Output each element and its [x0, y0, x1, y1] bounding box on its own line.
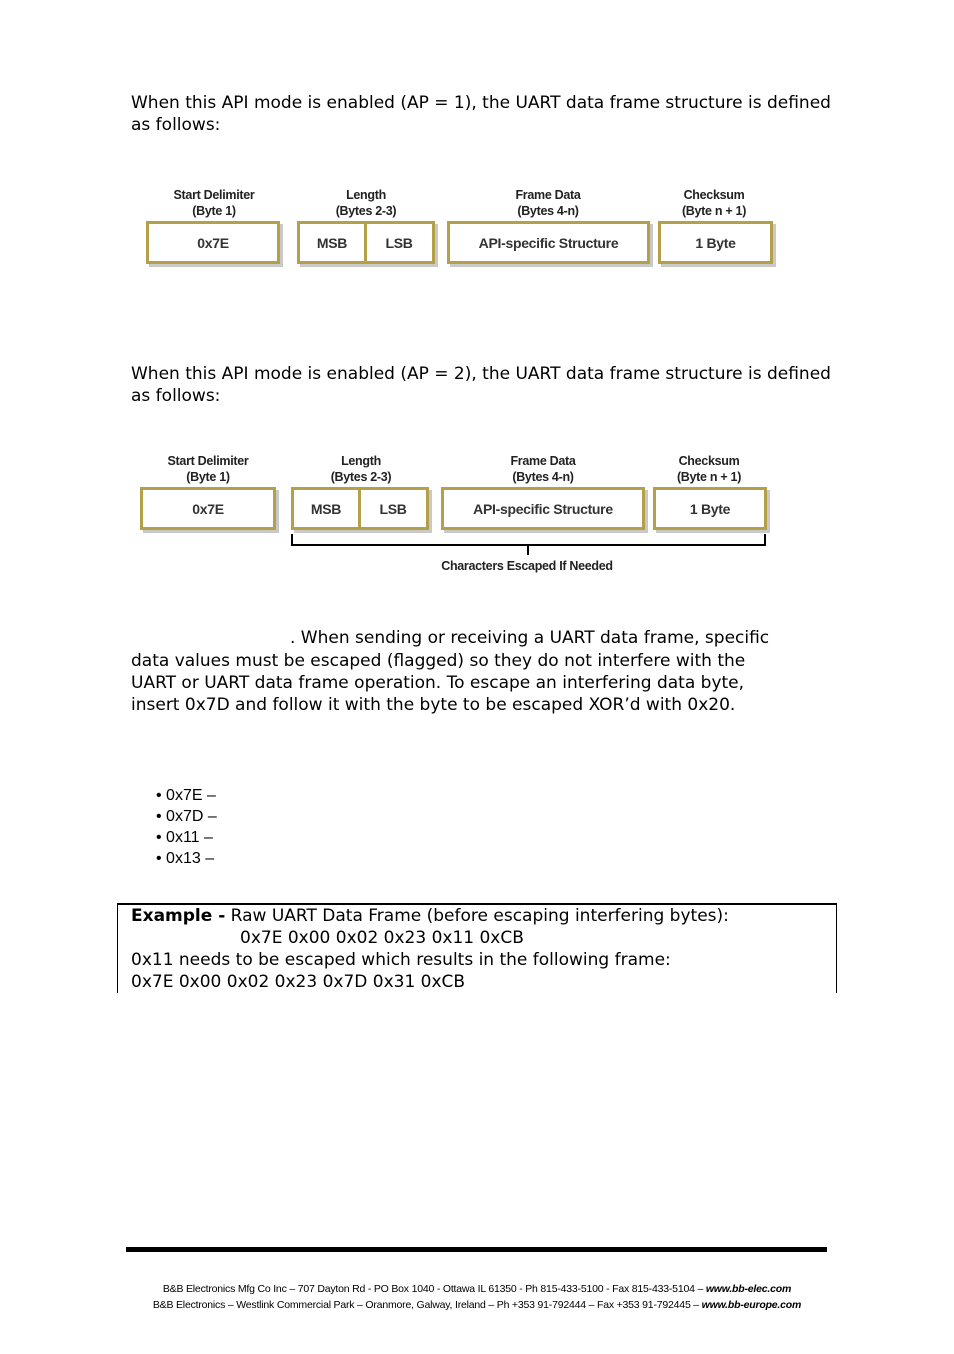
example-raw-frame: 0x7E 0x00 0x02 0x23 0x11 0xCB: [240, 928, 524, 948]
escape-line-2: data values must be escaped (flagged) so they do not interfere with the: [131, 651, 746, 671]
intro-paragraph-ap2: When this API mode is enabled (AP = 2), the UART data frame structure is defined as follows:: [131, 364, 831, 406]
box-start-delimiter: 0x7E: [146, 221, 280, 264]
footer-link-eu[interactable]: www.bb-europe.com: [701, 1299, 802, 1311]
box-msb: MSB: [316, 234, 348, 251]
footer-rule: [126, 1247, 827, 1252]
box-lsb: LSB: [379, 500, 407, 517]
box-frame-data: API-specific Structure: [441, 487, 645, 530]
example-escaped-frame: 0x7E 0x00 0x02 0x23 0x7D 0x31 0xCB: [131, 972, 466, 992]
label-start-delimiter: Start Delimiter (Byte 1): [173, 188, 255, 218]
label-start-delimiter: Start Delimiter (Byte 1): [167, 454, 249, 484]
escape-line-4: insert 0x7D and follow it with the byte to be escaped XOR’d with 0x20.: [131, 695, 736, 715]
example-line-3: 0x11 needs to be escaped which results in the following frame:: [131, 950, 671, 970]
escape-caption: Characters Escaped If Needed: [441, 559, 613, 573]
example-line-1: [131, 905, 729, 927]
list-item: • 0x7D –: [156, 806, 217, 827]
box-checksum: 1 Byte: [653, 487, 767, 530]
example-intro: Raw UART Data Frame (before escaping interfering bytes):: [225, 906, 729, 926]
footer-line-us: B&B Electronics Mfg Co Inc – 707 Dayton Rd - PO Box 1040 - Ottawa IL 61350 - Ph 815-433-5100 - Fax 815-433-5104 – www.bb-elec.com: [162, 1283, 792, 1295]
box-length: [291, 487, 429, 530]
escape-line-1: . When sending or receiving a UART data frame, specific: [290, 628, 770, 648]
footer-line-eu: B&B Electronics – Westlink Commercial Park – Oranmore, Galway, Ireland – Ph +353 91-792444 – Fax +353 91-792445 – www.bb-europe.com: [152, 1299, 802, 1311]
box-length: [297, 221, 435, 264]
box-checksum: 1 Byte: [658, 221, 773, 264]
box-frame-data: API-specific Structure: [447, 221, 650, 264]
label-length: Length (Bytes 2-3): [330, 454, 392, 484]
box-msb: MSB: [310, 500, 342, 517]
label-frame-data: Frame Data (Bytes 4-n): [515, 188, 581, 218]
label-frame-data: Frame Data (Bytes 4-n): [510, 454, 576, 484]
escaped-bytes-list: [156, 785, 217, 869]
box-lsb: LSB: [385, 234, 413, 251]
list-item: • 0x7E –: [156, 785, 217, 806]
footer-link-us[interactable]: www.bb-elec.com: [705, 1283, 792, 1295]
label-length: Length (Bytes 2-3): [335, 188, 397, 218]
label-checksum: Checksum (Byte n + 1): [681, 188, 747, 218]
list-item: • 0x13 –: [156, 848, 217, 869]
label-checksum: Checksum (Byte n + 1): [676, 454, 742, 484]
box-start-delimiter: 0x7E: [140, 487, 276, 530]
escape-line-3: UART or UART data frame operation. To escape an interfering data byte,: [131, 673, 745, 693]
intro-paragraph-ap1: When this API mode is enabled (AP = 1), the UART data frame structure is defined as follows:: [131, 93, 831, 135]
example-label: Example -: [131, 906, 226, 926]
list-item: • 0x11 –: [156, 827, 217, 848]
